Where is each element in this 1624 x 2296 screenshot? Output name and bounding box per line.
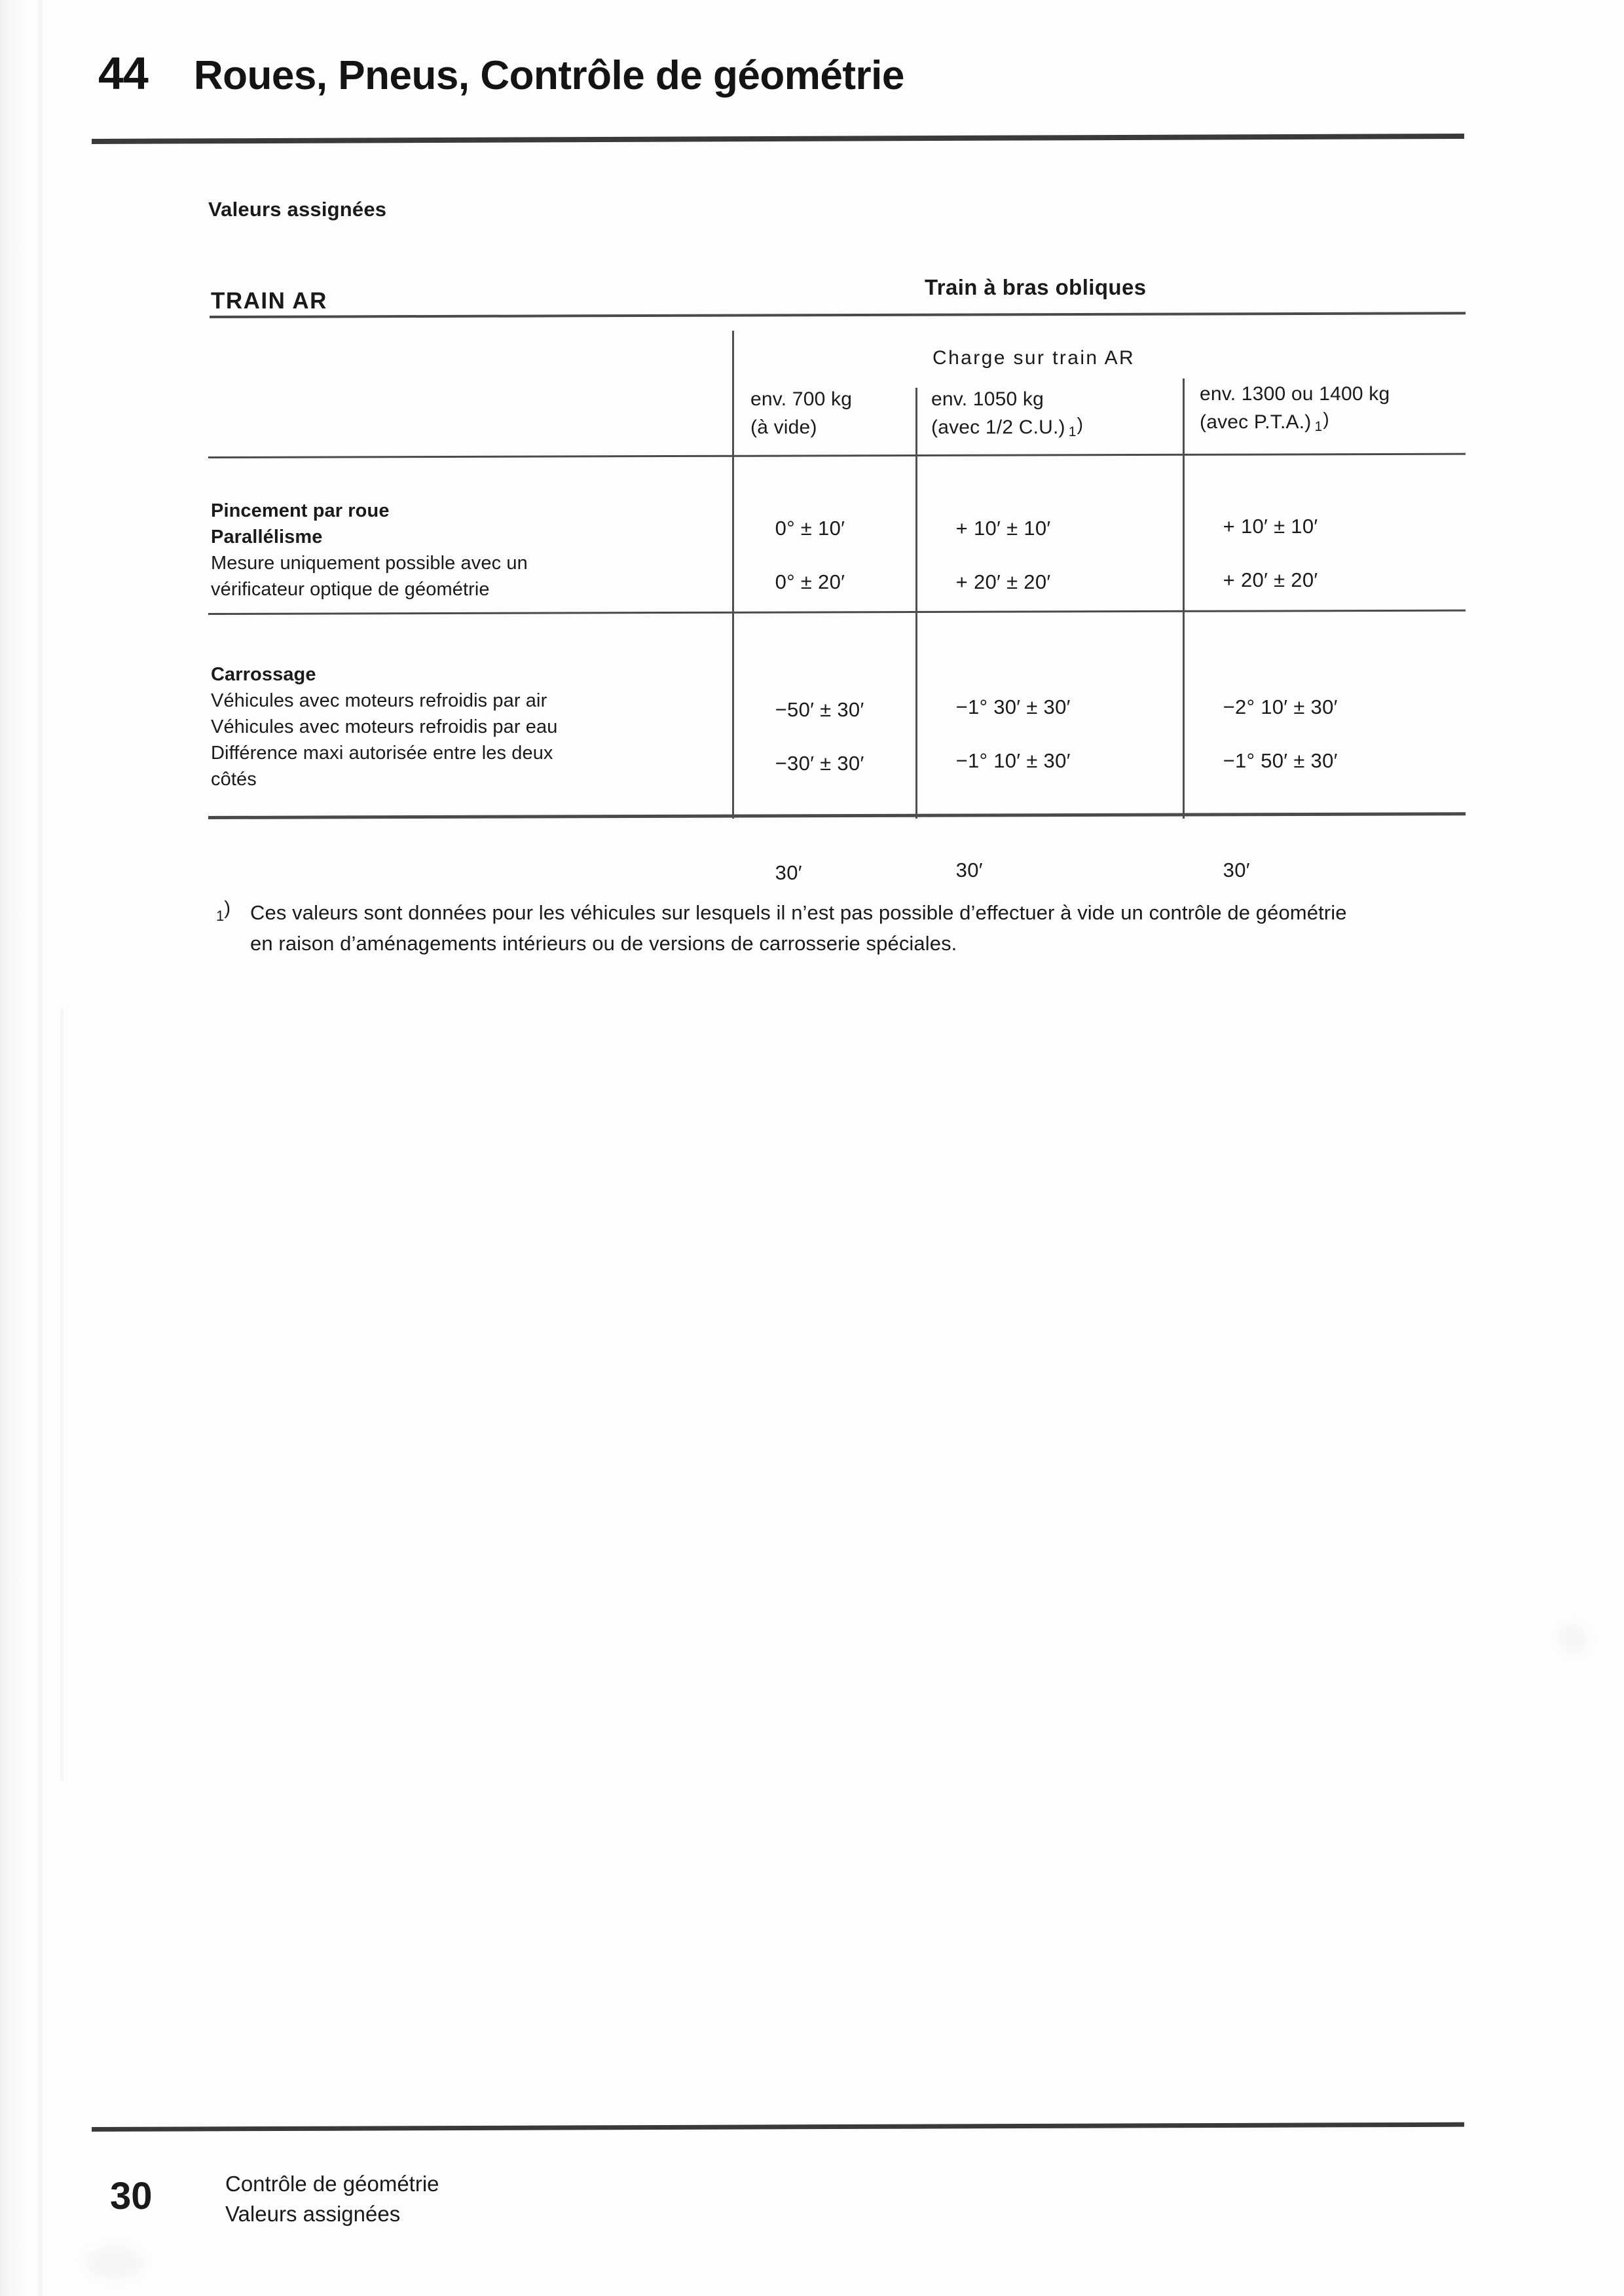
table-title-left: TRAIN AR bbox=[211, 288, 327, 314]
row1-label-bold-2: Parallélisme bbox=[211, 527, 323, 547]
table-title-right: Train à bras obliques bbox=[925, 275, 1147, 299]
column-header-3-line1: env. 1300 ou 1400 kg bbox=[1200, 383, 1390, 405]
section-label: Valeurs assignées bbox=[208, 198, 387, 221]
column-group-header: Charge sur train AR bbox=[932, 347, 1135, 369]
footer-caption-line2: Valeurs assignées bbox=[225, 2202, 401, 2226]
row2-col1-line1: −50′ ± 30′ bbox=[775, 698, 864, 721]
scan-edge-artifact bbox=[0, 0, 22, 2296]
row2-col1-line2: −30′ ± 30′ bbox=[775, 752, 864, 775]
column-header-1 bbox=[750, 385, 852, 441]
scan-streak-artifact bbox=[60, 1009, 64, 1781]
table-divider-2 bbox=[915, 388, 917, 819]
column-header-3 bbox=[1200, 380, 1390, 438]
column-header-1-line2: (à vide) bbox=[750, 417, 817, 438]
footer-caption-line1: Contrôle de géométrie bbox=[225, 2172, 439, 2196]
row2-label-line-5: côtés bbox=[211, 769, 257, 790]
row2-label-line-4: Différence maxi autorisée entre les deux bbox=[211, 743, 553, 764]
column-header-2-line2: (avec 1/2 C.U.) bbox=[931, 417, 1065, 438]
column-header-2 bbox=[931, 385, 1082, 443]
row2-label-line-3: Véhicules avec moteurs refroidis par eau bbox=[211, 716, 558, 737]
table-cell-row2-col2 bbox=[932, 667, 1071, 910]
footnote-ref-column-2: 1) bbox=[1068, 414, 1084, 439]
table-divider-3 bbox=[1183, 379, 1185, 819]
scan-streak-artifact bbox=[38, 0, 43, 2296]
footnote-marker: 1) bbox=[216, 898, 231, 924]
row2-col1-line3: 30′ bbox=[775, 861, 802, 884]
row1-col3-line2: + 20′ ± 20′ bbox=[1223, 568, 1318, 591]
row1-label-line-4: vérificateur optique de géométrie bbox=[211, 579, 490, 600]
row2-col3-line2: −1° 50′ ± 30′ bbox=[1223, 749, 1338, 772]
table-row-label-carrossage bbox=[211, 661, 735, 792]
footer-caption bbox=[225, 2169, 439, 2229]
table-row-label-pincement bbox=[211, 498, 709, 602]
table-rule-header-bottom bbox=[208, 453, 1466, 458]
table-cell-row2-col3 bbox=[1200, 667, 1338, 910]
scan-blotch-artifact bbox=[1559, 1624, 1587, 1653]
chapter-number: 44 bbox=[98, 48, 148, 99]
row2-col2-line2: −1° 10′ ± 30′ bbox=[955, 749, 1071, 772]
table-cell-row1-col1 bbox=[752, 488, 845, 622]
row1-col1-line1: 0° ± 10′ bbox=[775, 517, 845, 540]
row1-col1-line2: 0° ± 20′ bbox=[775, 570, 845, 593]
column-header-2-line1: env. 1050 kg bbox=[931, 388, 1044, 410]
column-header-3-line2: (avec P.T.A.) bbox=[1200, 411, 1312, 433]
header-rule bbox=[92, 134, 1464, 144]
row1-col2-line1: + 10′ ± 10′ bbox=[955, 517, 1051, 540]
row2-col2-line1: −1° 30′ ± 30′ bbox=[955, 695, 1071, 718]
table-rule-top bbox=[210, 312, 1466, 318]
row1-label-bold-1: Pincement par roue bbox=[211, 500, 390, 521]
table-cell-row2-col1 bbox=[752, 669, 864, 913]
footnote bbox=[216, 897, 1356, 959]
table-cell-row1-col3 bbox=[1200, 486, 1318, 620]
footer-rule bbox=[92, 2122, 1464, 2132]
column-header-1-line1: env. 700 kg bbox=[750, 388, 853, 410]
row2-col3-line1: −2° 10′ ± 30′ bbox=[1223, 695, 1338, 718]
row1-col2-line2: + 20′ ± 20′ bbox=[955, 570, 1051, 593]
row2-label-bold-1: Carrossage bbox=[211, 664, 316, 685]
row2-col3-line3: 30′ bbox=[1223, 859, 1250, 881]
scan-blotch-artifact bbox=[85, 2246, 144, 2279]
row2-col2-line3: 30′ bbox=[955, 859, 983, 881]
page-number: 30 bbox=[110, 2175, 153, 2217]
table-cell-row1-col2 bbox=[932, 488, 1051, 622]
row1-col3-line1: + 10′ ± 10′ bbox=[1223, 515, 1318, 538]
row1-label-line-3: Mesure uniquement possible avec un bbox=[211, 553, 528, 574]
footnote-text: Ces valeurs sont données pour les véhicules sur lesquels il n’est pas possible d’effectuer à vide un contrôle de géométrie en raison d’aménagements intérieurs ou de versions de carrosserie spéciales. bbox=[250, 901, 1347, 955]
chapter-header bbox=[98, 47, 904, 100]
row2-label-line-2: Véhicules avec moteurs refroidis par air bbox=[211, 690, 547, 711]
footnote-ref-column-3: 1) bbox=[1314, 409, 1329, 434]
chapter-title: Roues, Pneus, Contrôle de géométrie bbox=[193, 53, 904, 98]
